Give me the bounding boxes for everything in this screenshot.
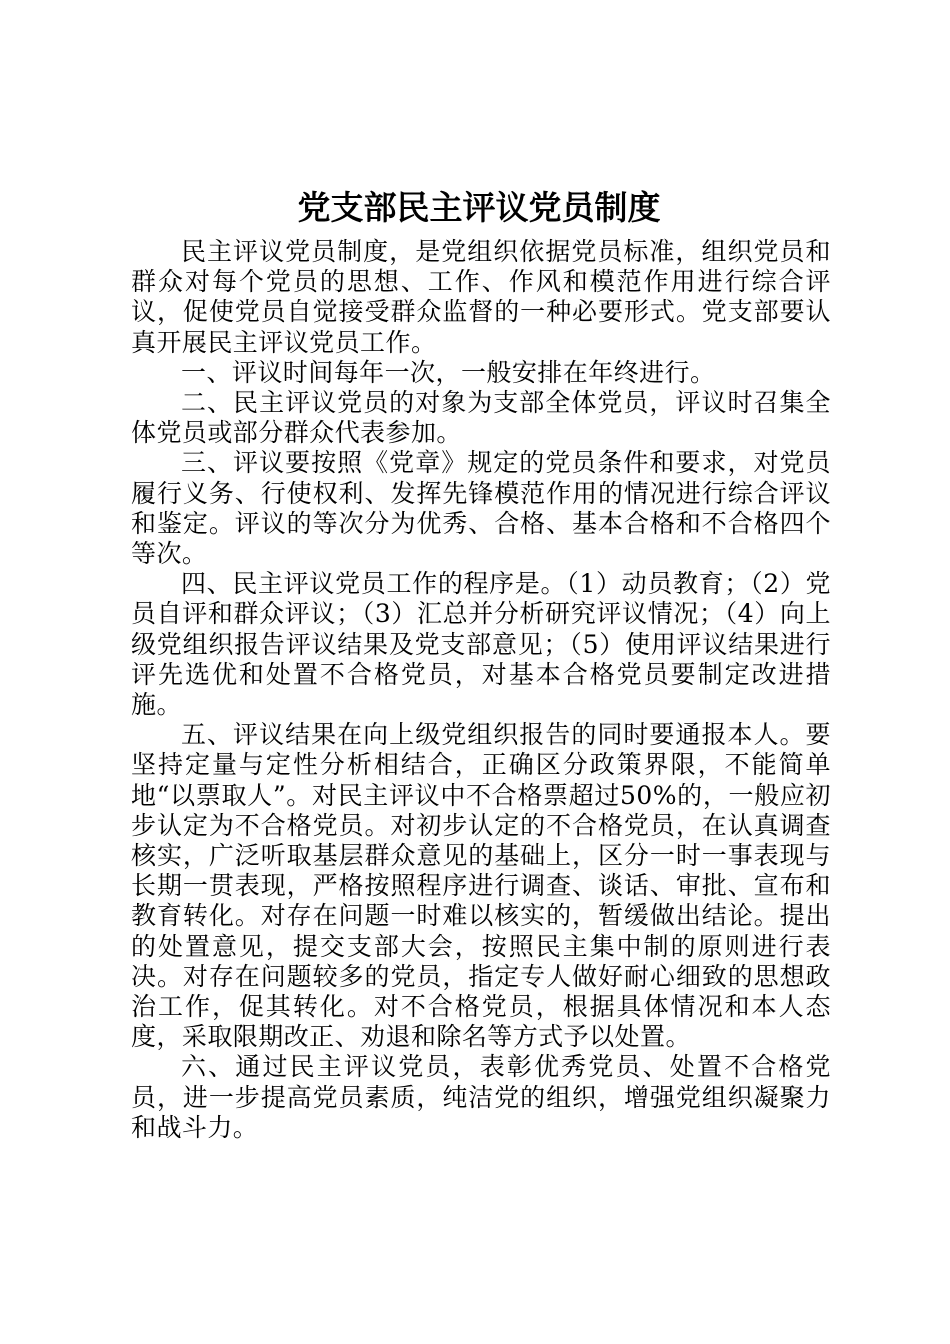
paragraph-6: 六、通过民主评议党员，表彰优秀党员、处置不合格党员，进一步提高党员素质，纯洁党的组织，增强党组织凝聚力和战斗力。 (131, 1052, 831, 1142)
paragraph-2: 二、民主评议党员的对象为支部全体党员，评议时召集全体党员或部分群众代表参加。 (131, 388, 831, 448)
paragraph-3: 三、评议要按照《党章》规定的党员条件和要求，对党员履行义务、行使权利、发挥先锋模范作用的情况进行综合评议和鉴定。评议的等次分为优秀、合格、基本合格和不合格四个等次。 (131, 448, 831, 569)
paragraph-4: 四、民主评议党员工作的程序是。（1）动员教育；（2）党员自评和群众评议；（3）汇总并分析研究评议情况；（4）向上级党组织报告评议结果及党支部意见；（5）使用评议结果进行评先选优和处置不合格党员，对基本合格党员要制定改进措施。 (131, 569, 831, 720)
paragraph-intro: 民主评议党员制度，是党组织依据党员标准，组织党员和群众对每个党员的思想、工作、作风和模范作用进行综合评议，促使党员自觉接受群众监督的一种必要形式。党支部要认真开展民主评议党员工作。 (131, 237, 831, 357)
document-body (131, 237, 831, 1143)
document-title: 党支部民主评议党员制度 (297, 188, 661, 227)
paragraph-1: 一、评议时间每年一次，一般安排在年终进行。 (181, 357, 716, 387)
paragraph-5: 五、评议结果在向上级党组织报告的同时要通报本人。要坚持定量与定性分析相结合，正确区分政策界限，不能简单地“以票取人”。对民主评议中不合格票超过50%的，一般应初步认定为不合格党员。对初步认定的不合格党员，在认真调查核实，广泛听取基层群众意见的基础上，区分一时一事表现与长期一贯表现，严格按照程序进行调查、谈话、审批、宣布和教育转化。对存在问题一时难以核实的，暂缓做出结论。提出的处置意见，提交支部大会，按照民主集中制的原则进行表决。对存在问题较多的党员，指定专人做好耐心细致的思想政治工作，促其转化。对不合格党员，根据具体情况和本人态度，采取限期改正、劝退和除名等方式予以处置。 (131, 720, 831, 1052)
